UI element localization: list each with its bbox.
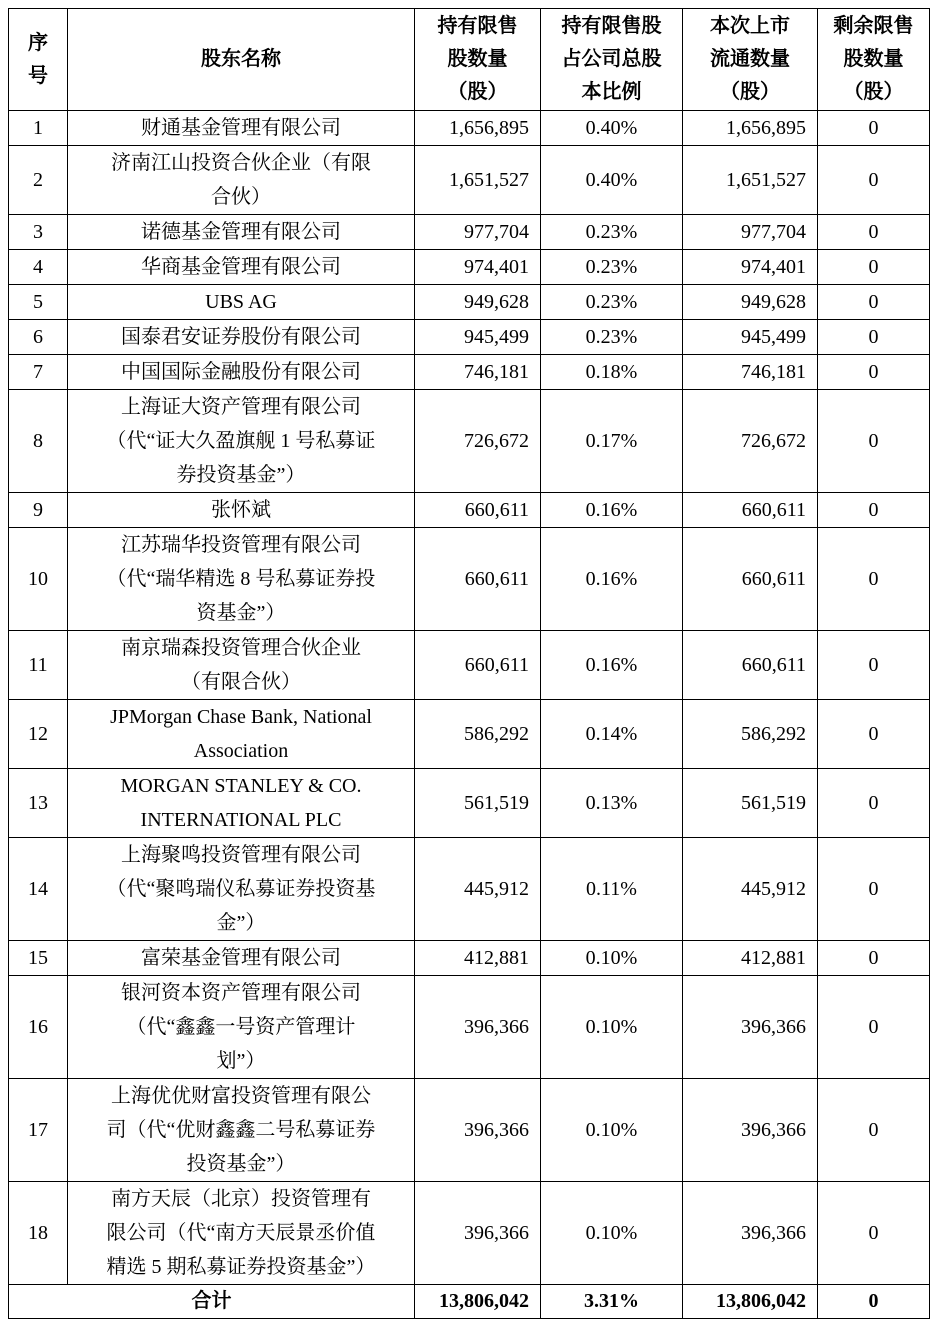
row-seq xyxy=(9,215,68,250)
row-held-ratio-text: 0.17% xyxy=(585,429,638,452)
row-shareholder-name xyxy=(68,1079,415,1182)
row-held-shares-text: 660,611 xyxy=(464,567,529,590)
row-held-ratio xyxy=(541,700,683,769)
row-seq xyxy=(9,528,68,631)
row-remaining-shares xyxy=(818,838,930,941)
row-listed-shares xyxy=(683,390,818,493)
row-held-ratio xyxy=(541,250,683,285)
row-held-shares xyxy=(415,493,541,528)
row-held-ratio xyxy=(541,1182,683,1285)
row-listed-shares-text: 396,366 xyxy=(741,1015,806,1038)
table-row xyxy=(9,528,930,631)
row-seq-text: 10 xyxy=(28,567,48,590)
row-seq-text: 7 xyxy=(33,360,43,383)
row-listed-shares-text: 974,401 xyxy=(741,255,806,278)
row-listed-shares-text: 746,181 xyxy=(741,360,806,383)
table-row xyxy=(9,769,930,838)
row-seq-text: 16 xyxy=(28,1015,48,1038)
row-shareholder-name xyxy=(68,215,415,250)
header-row xyxy=(9,9,930,111)
table-row xyxy=(9,390,930,493)
row-shareholder-name-text: 上海聚鸣投资管理有限公司 （代“聚鸣瑞仪私募证券投资基 金”） xyxy=(106,844,376,934)
row-remaining-shares-text: 0 xyxy=(868,255,879,278)
row-shareholder-name-text: 富荣基金管理有限公司 xyxy=(141,947,341,969)
table-row xyxy=(9,976,930,1079)
row-remaining-shares-text: 0 xyxy=(868,946,879,969)
row-listed-shares xyxy=(683,111,818,146)
row-held-shares xyxy=(415,320,541,355)
table-row xyxy=(9,1079,930,1182)
row-remaining-shares-text: 0 xyxy=(868,877,879,900)
row-remaining-shares xyxy=(818,1182,930,1285)
row-remaining-shares xyxy=(818,1079,930,1182)
row-held-shares xyxy=(415,146,541,215)
header-held: 持有限售 股数量 （股） xyxy=(415,9,541,111)
row-listed-shares-text: 1,656,895 xyxy=(726,116,806,139)
row-remaining-shares-text: 0 xyxy=(868,360,879,383)
row-remaining-shares xyxy=(818,976,930,1079)
row-remaining-shares-text: 0 xyxy=(868,653,879,676)
total-held: 13,806,042 xyxy=(415,1285,541,1319)
row-remaining-shares-text: 0 xyxy=(868,168,879,191)
row-shareholder-name xyxy=(68,390,415,493)
row-shareholder-name xyxy=(68,493,415,528)
row-remaining-shares xyxy=(818,285,930,320)
shareholder-table xyxy=(8,8,930,1319)
row-held-ratio-text: 0.23% xyxy=(585,220,638,243)
row-seq-text: 2 xyxy=(33,168,43,191)
header-seq: 序 号 xyxy=(9,9,68,111)
row-held-shares-text: 746,181 xyxy=(464,360,529,383)
row-held-shares-text: 660,611 xyxy=(464,653,529,676)
row-remaining-shares xyxy=(818,320,930,355)
row-seq xyxy=(9,250,68,285)
row-held-ratio-text: 0.10% xyxy=(585,1118,638,1141)
row-listed-shares-text: 977,704 xyxy=(741,220,806,243)
row-listed-shares xyxy=(683,215,818,250)
row-seq xyxy=(9,1079,68,1182)
table-row xyxy=(9,250,930,285)
row-seq xyxy=(9,285,68,320)
row-seq-text: 12 xyxy=(28,722,48,745)
row-listed-shares-text: 412,881 xyxy=(741,946,806,969)
table-row xyxy=(9,215,930,250)
row-shareholder-name-text: 华商基金管理有限公司 xyxy=(141,256,341,278)
row-held-shares xyxy=(415,1182,541,1285)
row-remaining-shares-text: 0 xyxy=(868,1015,879,1038)
table-row xyxy=(9,111,930,146)
row-held-ratio xyxy=(541,355,683,390)
row-listed-shares-text: 660,611 xyxy=(741,498,806,521)
row-listed-shares xyxy=(683,355,818,390)
row-held-ratio-text: 0.14% xyxy=(585,722,638,745)
row-shareholder-name xyxy=(68,528,415,631)
row-held-ratio xyxy=(541,838,683,941)
row-remaining-shares xyxy=(818,493,930,528)
row-listed-shares xyxy=(683,838,818,941)
row-remaining-shares xyxy=(818,355,930,390)
row-held-shares-text: 561,519 xyxy=(464,791,529,814)
row-held-ratio-text: 0.10% xyxy=(585,946,638,969)
row-shareholder-name-text: JPMorgan Chase Bank, National Association xyxy=(110,706,372,762)
row-seq xyxy=(9,320,68,355)
row-held-ratio xyxy=(541,528,683,631)
row-seq-text: 1 xyxy=(33,116,43,139)
row-listed-shares xyxy=(683,769,818,838)
row-shareholder-name xyxy=(68,355,415,390)
row-held-shares-text: 412,881 xyxy=(464,946,529,969)
row-seq xyxy=(9,355,68,390)
row-remaining-shares-text: 0 xyxy=(868,567,879,590)
row-seq-text: 17 xyxy=(28,1118,48,1141)
row-listed-shares-text: 660,611 xyxy=(741,653,806,676)
row-shareholder-name xyxy=(68,631,415,700)
row-held-shares xyxy=(415,769,541,838)
row-remaining-shares xyxy=(818,250,930,285)
row-listed-shares xyxy=(683,976,818,1079)
row-listed-shares xyxy=(683,941,818,976)
row-held-shares xyxy=(415,1079,541,1182)
row-held-ratio-text: 0.13% xyxy=(585,791,638,814)
row-shareholder-name-text: 南京瑞森投资管理合伙企业 （有限合伙） xyxy=(121,637,361,693)
row-remaining-shares xyxy=(818,528,930,631)
row-held-shares-text: 396,366 xyxy=(464,1015,529,1038)
total-listed: 13,806,042 xyxy=(683,1285,818,1319)
row-seq xyxy=(9,941,68,976)
total-row xyxy=(9,1285,930,1319)
table-row xyxy=(9,631,930,700)
row-listed-shares-text: 396,366 xyxy=(741,1118,806,1141)
row-held-ratio-text: 0.23% xyxy=(585,255,638,278)
row-seq-text: 13 xyxy=(28,791,48,814)
row-seq-text: 3 xyxy=(33,220,43,243)
row-listed-shares xyxy=(683,1182,818,1285)
header-ratio: 持有限售股 占公司总股 本比例 xyxy=(541,9,683,111)
row-seq-text: 9 xyxy=(33,498,43,521)
row-held-shares-text: 396,366 xyxy=(464,1118,529,1141)
row-held-shares xyxy=(415,631,541,700)
row-seq-text: 8 xyxy=(33,429,43,452)
row-shareholder-name-text: 银河资本资产管理有限公司 （代“鑫鑫一号资产管理计 划”） xyxy=(121,982,361,1072)
row-held-ratio xyxy=(541,631,683,700)
table-body xyxy=(9,111,930,1285)
row-shareholder-name-text: 中国国际金融股份有限公司 xyxy=(121,361,361,383)
row-shareholder-name xyxy=(68,700,415,769)
row-remaining-shares-text: 0 xyxy=(868,325,879,348)
row-held-ratio xyxy=(541,941,683,976)
row-held-shares-text: 974,401 xyxy=(464,255,529,278)
row-listed-shares xyxy=(683,631,818,700)
row-listed-shares xyxy=(683,250,818,285)
row-listed-shares-text: 586,292 xyxy=(741,722,806,745)
row-listed-shares xyxy=(683,700,818,769)
row-listed-shares-text: 945,499 xyxy=(741,325,806,348)
total-ratio: 3.31% xyxy=(541,1285,683,1319)
row-shareholder-name-text: MORGAN STANLEY & CO. INTERNATIONAL PLC xyxy=(120,775,362,831)
row-shareholder-name-text: 财通基金管理有限公司 xyxy=(141,117,341,139)
row-seq xyxy=(9,631,68,700)
row-listed-shares-text: 660,611 xyxy=(741,567,806,590)
row-shareholder-name-text: 江苏瑞华投资管理有限公司 （代“瑞华精选 8 号私募证券投 资基金”） xyxy=(106,534,376,624)
row-shareholder-name xyxy=(68,320,415,355)
row-remaining-shares xyxy=(818,215,930,250)
row-listed-shares-text: 1,651,527 xyxy=(726,168,806,191)
row-held-shares-text: 1,656,895 xyxy=(449,116,529,139)
row-seq-text: 14 xyxy=(28,877,48,900)
row-shareholder-name-text: 南方天辰（北京）投资管理有 限公司（代“南方天辰景丞价值 精选 5 期私募证券投资基金”） xyxy=(106,1188,376,1278)
row-shareholder-name xyxy=(68,146,415,215)
row-listed-shares-text: 561,519 xyxy=(741,791,806,814)
row-listed-shares xyxy=(683,146,818,215)
row-held-shares xyxy=(415,285,541,320)
row-seq xyxy=(9,700,68,769)
row-seq xyxy=(9,838,68,941)
row-remaining-shares xyxy=(818,146,930,215)
table-row xyxy=(9,493,930,528)
table-row xyxy=(9,1182,930,1285)
row-held-shares-text: 1,651,527 xyxy=(449,168,529,191)
table-row xyxy=(9,838,930,941)
row-seq-text: 4 xyxy=(33,255,43,278)
header-name: 股东名称 xyxy=(68,9,415,111)
row-seq xyxy=(9,390,68,493)
row-listed-shares xyxy=(683,493,818,528)
row-remaining-shares xyxy=(818,631,930,700)
row-listed-shares xyxy=(683,320,818,355)
row-shareholder-name xyxy=(68,838,415,941)
row-held-ratio-text: 0.16% xyxy=(585,498,638,521)
row-shareholder-name xyxy=(68,976,415,1079)
row-listed-shares xyxy=(683,285,818,320)
row-held-ratio xyxy=(541,111,683,146)
row-listed-shares-text: 396,366 xyxy=(741,1221,806,1244)
row-held-shares xyxy=(415,838,541,941)
row-held-shares-text: 586,292 xyxy=(464,722,529,745)
row-held-ratio xyxy=(541,1079,683,1182)
row-listed-shares-text: 949,628 xyxy=(741,290,806,313)
row-shareholder-name xyxy=(68,769,415,838)
row-shareholder-name-text: 国泰君安证券股份有限公司 xyxy=(121,326,361,348)
row-shareholder-name xyxy=(68,1182,415,1285)
row-remaining-shares xyxy=(818,769,930,838)
row-remaining-shares xyxy=(818,111,930,146)
row-shareholder-name-text: 济南江山投资合伙企业（有限 合伙） xyxy=(111,152,371,208)
row-held-shares-text: 445,912 xyxy=(464,877,529,900)
row-seq-text: 18 xyxy=(28,1221,48,1244)
row-held-ratio-text: 0.23% xyxy=(585,290,638,313)
row-held-shares-text: 945,499 xyxy=(464,325,529,348)
row-held-shares xyxy=(415,250,541,285)
row-held-ratio xyxy=(541,390,683,493)
row-remaining-shares xyxy=(818,700,930,769)
row-shareholder-name-text: UBS AG xyxy=(205,291,277,313)
row-held-ratio-text: 0.18% xyxy=(585,360,638,383)
table-row xyxy=(9,146,930,215)
row-shareholder-name-text: 上海优优财富投资管理有限公 司（代“优财鑫鑫二号私募证券 投资基金”） xyxy=(106,1085,376,1175)
row-seq-text: 15 xyxy=(28,946,48,969)
row-remaining-shares-text: 0 xyxy=(868,1221,879,1244)
row-held-shares xyxy=(415,355,541,390)
row-listed-shares-text: 445,912 xyxy=(741,877,806,900)
row-remaining-shares-text: 0 xyxy=(868,116,879,139)
row-listed-shares xyxy=(683,528,818,631)
row-held-shares-text: 660,611 xyxy=(464,498,529,521)
row-seq xyxy=(9,146,68,215)
table-row xyxy=(9,355,930,390)
row-held-ratio-text: 0.40% xyxy=(585,116,638,139)
row-held-shares-text: 977,704 xyxy=(464,220,529,243)
row-held-shares xyxy=(415,700,541,769)
row-shareholder-name xyxy=(68,285,415,320)
row-shareholder-name-text: 诺德基金管理有限公司 xyxy=(141,221,341,243)
table-row xyxy=(9,285,930,320)
row-remaining-shares-text: 0 xyxy=(868,498,879,521)
row-held-ratio-text: 0.16% xyxy=(585,653,638,676)
table-row xyxy=(9,320,930,355)
row-shareholder-name xyxy=(68,250,415,285)
row-held-ratio xyxy=(541,146,683,215)
row-held-shares-text: 726,672 xyxy=(464,429,529,452)
row-listed-shares-text: 726,672 xyxy=(741,429,806,452)
row-held-ratio-text: 0.16% xyxy=(585,567,638,590)
total-remaining: 0 xyxy=(818,1285,930,1319)
row-held-ratio-text: 0.23% xyxy=(585,325,638,348)
row-held-ratio-text: 0.11% xyxy=(586,877,637,900)
row-held-ratio xyxy=(541,493,683,528)
row-remaining-shares-text: 0 xyxy=(868,429,879,452)
row-held-ratio-text: 0.40% xyxy=(585,168,638,191)
header-remaining: 剩余限售 股数量 （股） xyxy=(818,9,930,111)
table-row xyxy=(9,700,930,769)
row-remaining-shares-text: 0 xyxy=(868,290,879,313)
total-label: 合计 xyxy=(9,1285,415,1319)
row-held-ratio-text: 0.10% xyxy=(585,1015,638,1038)
row-shareholder-name-text: 张怀斌 xyxy=(211,499,271,521)
row-shareholder-name xyxy=(68,941,415,976)
row-seq xyxy=(9,976,68,1079)
header-listed: 本次上市 流通数量 （股） xyxy=(683,9,818,111)
row-listed-shares xyxy=(683,1079,818,1182)
row-held-shares xyxy=(415,941,541,976)
row-seq-text: 11 xyxy=(28,653,48,676)
row-held-ratio-text: 0.10% xyxy=(585,1221,638,1244)
row-held-shares xyxy=(415,976,541,1079)
row-held-ratio xyxy=(541,285,683,320)
row-held-ratio xyxy=(541,976,683,1079)
row-held-shares xyxy=(415,111,541,146)
table-row xyxy=(9,941,930,976)
row-held-ratio xyxy=(541,215,683,250)
row-remaining-shares xyxy=(818,941,930,976)
row-held-shares xyxy=(415,215,541,250)
row-remaining-shares-text: 0 xyxy=(868,220,879,243)
row-seq xyxy=(9,493,68,528)
row-held-shares-text: 949,628 xyxy=(464,290,529,313)
row-seq xyxy=(9,111,68,146)
row-held-shares xyxy=(415,390,541,493)
row-remaining-shares-text: 0 xyxy=(868,1118,879,1141)
row-seq-text: 6 xyxy=(33,325,43,348)
row-held-shares xyxy=(415,528,541,631)
row-seq xyxy=(9,1182,68,1285)
row-remaining-shares-text: 0 xyxy=(868,791,879,814)
row-held-ratio xyxy=(541,769,683,838)
row-seq-text: 5 xyxy=(33,290,43,313)
row-remaining-shares-text: 0 xyxy=(868,722,879,745)
row-held-ratio xyxy=(541,320,683,355)
row-remaining-shares xyxy=(818,390,930,493)
row-seq xyxy=(9,769,68,838)
row-shareholder-name xyxy=(68,111,415,146)
row-shareholder-name-text: 上海证大资产管理有限公司 （代“证大久盈旗舰 1 号私募证 券投资基金”） xyxy=(106,396,376,486)
row-held-shares-text: 396,366 xyxy=(464,1221,529,1244)
